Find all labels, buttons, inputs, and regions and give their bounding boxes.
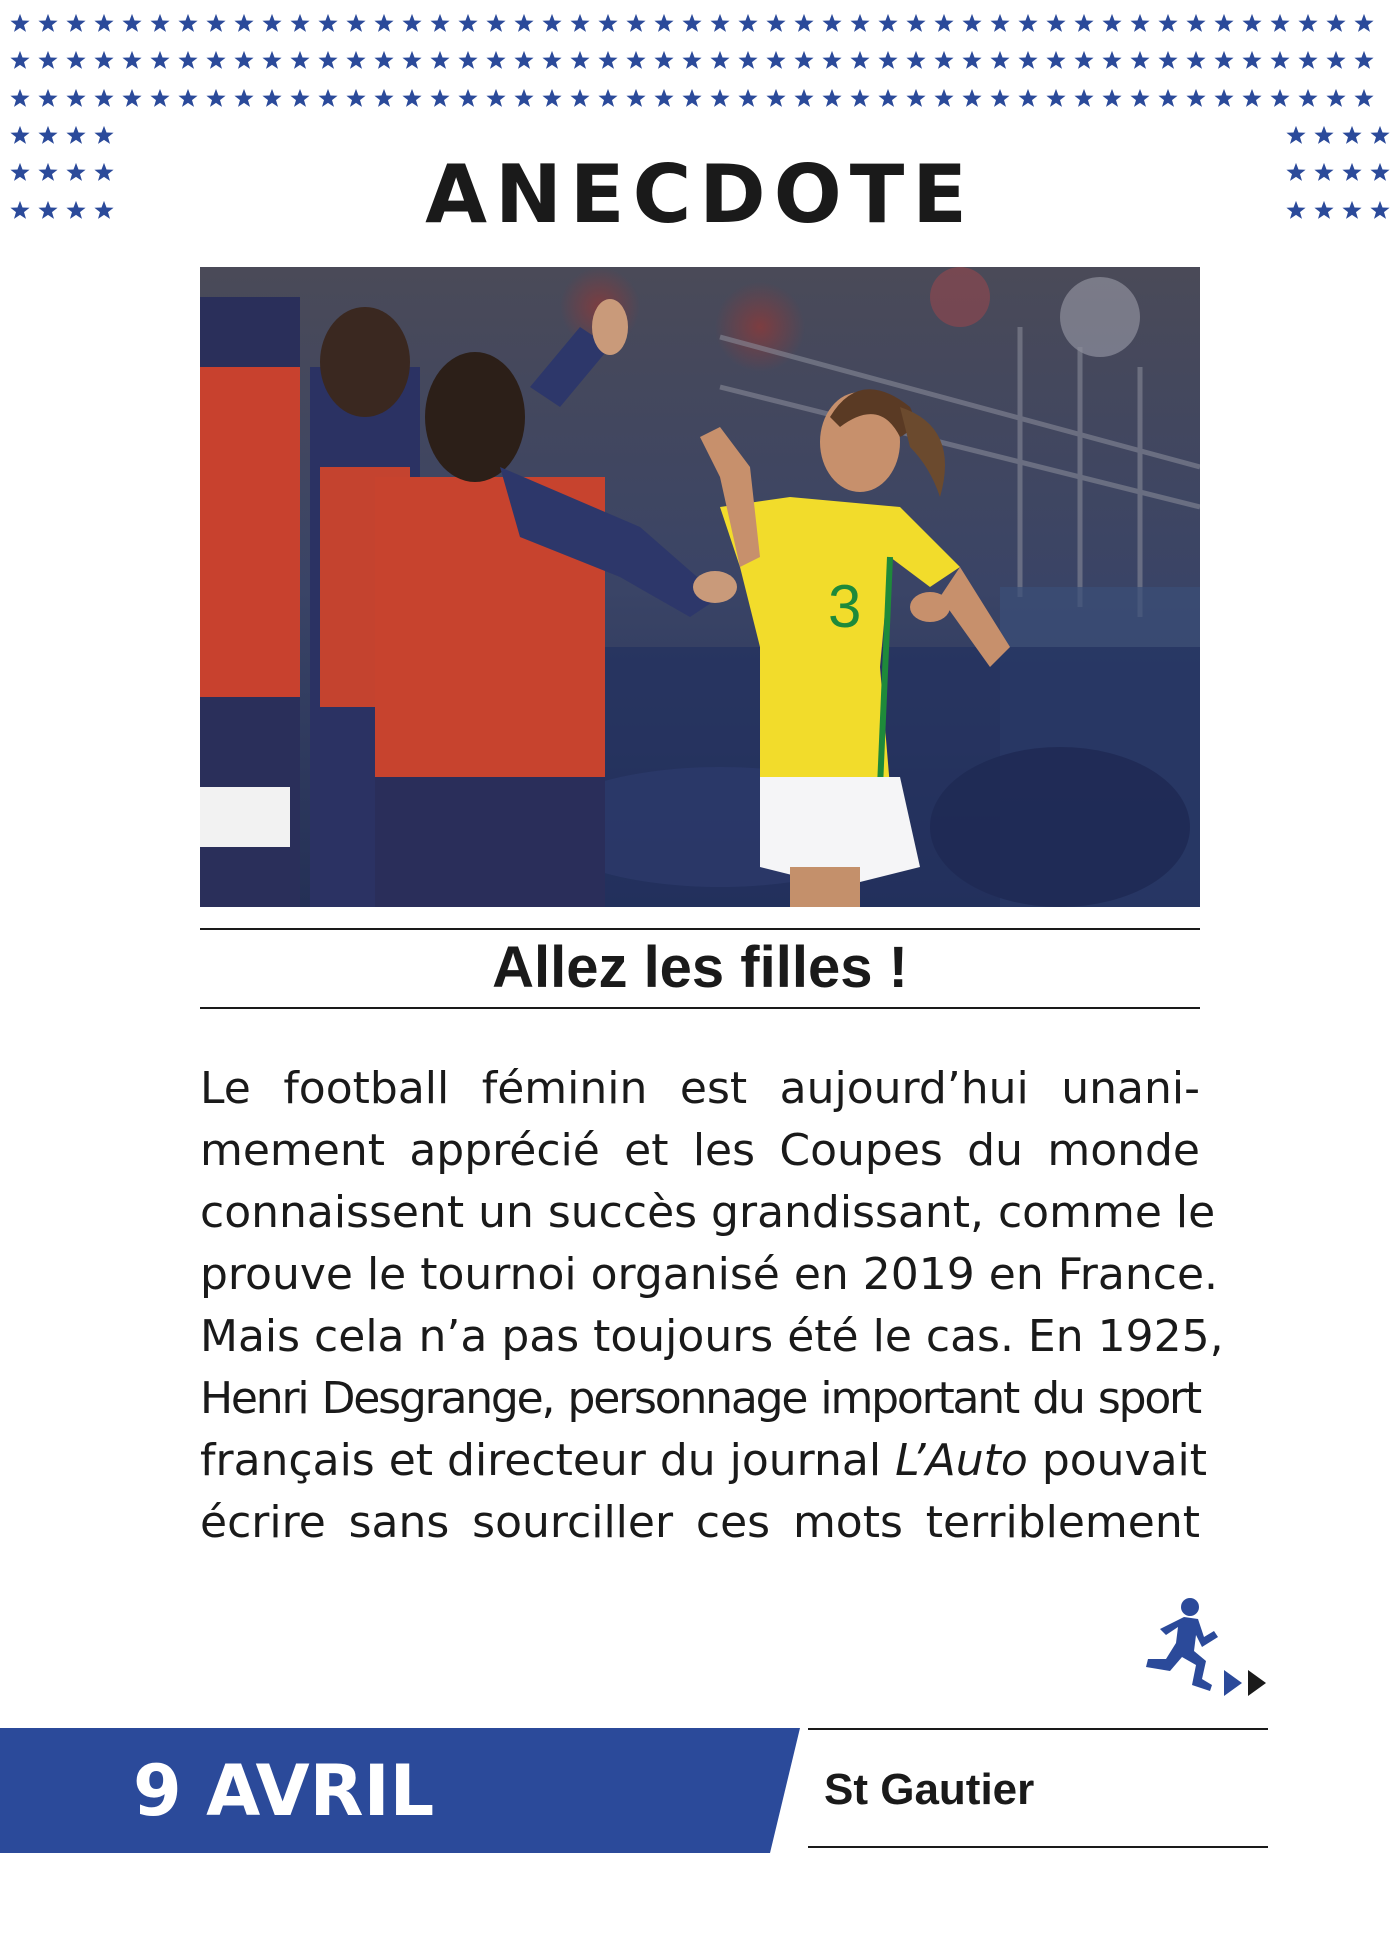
star-icon xyxy=(34,42,62,80)
star-icon xyxy=(510,79,538,117)
star-icon xyxy=(1350,4,1378,42)
svg-text:3: 3 xyxy=(828,573,862,640)
star-icon xyxy=(146,4,174,42)
star-icon xyxy=(230,79,258,117)
star-icon xyxy=(146,79,174,117)
star-icon xyxy=(874,79,902,117)
star-icon xyxy=(286,42,314,80)
article-line-start: français et directeur du journal xyxy=(200,1435,896,1486)
saint-name: St Gautier xyxy=(824,1765,1035,1814)
star-icon xyxy=(454,79,482,117)
star-icon xyxy=(202,4,230,42)
star-icon xyxy=(874,42,902,80)
star-icon xyxy=(370,42,398,80)
star-icon xyxy=(342,79,370,117)
star-icon xyxy=(34,4,62,42)
star-icon xyxy=(370,4,398,42)
saint-rule-top xyxy=(808,1728,1268,1730)
article-line: prouve le tournoi organisé en 2019 en France. xyxy=(200,1249,1218,1300)
star-icon xyxy=(314,79,342,117)
star-icon xyxy=(650,79,678,117)
star-icon xyxy=(1266,79,1294,117)
star-icon xyxy=(90,42,118,80)
star-icon xyxy=(1126,79,1154,117)
star-icon xyxy=(1322,79,1350,117)
star-icon xyxy=(118,79,146,117)
article-line: connaissent un succès grandissant, comme le xyxy=(200,1187,1216,1238)
star-icon xyxy=(6,4,34,42)
star-icon xyxy=(874,4,902,42)
star-icon xyxy=(230,4,258,42)
star-icon xyxy=(678,79,706,117)
star-icon xyxy=(258,79,286,117)
star-icon xyxy=(1154,79,1182,117)
star-icon xyxy=(958,42,986,80)
star-icon xyxy=(1238,42,1266,80)
star-icon xyxy=(6,79,34,117)
article-line: Le football féminin est aujourd’hui unani- xyxy=(200,1063,1200,1114)
star-icon xyxy=(706,4,734,42)
star-icon xyxy=(314,4,342,42)
article-line xyxy=(200,1430,1208,1492)
article-body xyxy=(200,1058,1224,1554)
star-icon xyxy=(1294,4,1322,42)
star-icon xyxy=(566,42,594,80)
star-icon xyxy=(1014,42,1042,80)
star-icon xyxy=(650,4,678,42)
star-icon xyxy=(762,4,790,42)
star-icon xyxy=(930,42,958,80)
star-icon xyxy=(286,79,314,117)
page-heading: ANECDOTE xyxy=(425,148,975,241)
running-footballer-icon xyxy=(1140,1595,1220,1695)
star-icon xyxy=(1266,4,1294,42)
star-icon xyxy=(1154,4,1182,42)
star-icon xyxy=(1238,4,1266,42)
star-icon xyxy=(566,79,594,117)
star-icon xyxy=(734,79,762,117)
star-icon xyxy=(1294,79,1322,117)
article-line: écrire sans sourciller ces mots terriblement xyxy=(200,1497,1200,1548)
saint-rule-bottom xyxy=(808,1846,1268,1848)
star-icon xyxy=(734,42,762,80)
star-icon xyxy=(1210,79,1238,117)
star-icon xyxy=(818,42,846,80)
article-line: Mais cela n’a pas toujours été le cas. En 1925, xyxy=(200,1311,1224,1362)
star-icon xyxy=(1182,4,1210,42)
star-icon xyxy=(622,79,650,117)
star-icon xyxy=(1322,4,1350,42)
star-icon xyxy=(818,4,846,42)
star-icon xyxy=(1266,42,1294,80)
star-icon xyxy=(230,42,258,80)
star-icon xyxy=(370,79,398,117)
star-icon xyxy=(1294,42,1322,80)
star-icon xyxy=(790,42,818,80)
double-arrow-right-icon[interactable] xyxy=(1222,1666,1272,1700)
star-icon xyxy=(482,42,510,80)
star-icon xyxy=(1070,4,1098,42)
star-icon xyxy=(258,4,286,42)
star-icon xyxy=(958,79,986,117)
star-icon xyxy=(902,42,930,80)
star-icon xyxy=(314,42,342,80)
star-icon xyxy=(846,79,874,117)
star-icon xyxy=(1238,79,1266,117)
article-line: Henri Desgrange, personnage important du sport xyxy=(200,1373,1200,1424)
star-icon xyxy=(34,79,62,117)
title-rule-bottom xyxy=(200,1007,1200,1009)
star-icon xyxy=(1014,79,1042,117)
star-icon xyxy=(482,79,510,117)
star-icon xyxy=(1070,79,1098,117)
star-icon xyxy=(594,79,622,117)
star-icon xyxy=(454,4,482,42)
star-icon xyxy=(986,79,1014,117)
star-icon xyxy=(930,4,958,42)
star-icon xyxy=(342,4,370,42)
star-icon xyxy=(706,42,734,80)
star-icon xyxy=(398,4,426,42)
star-icon xyxy=(1042,4,1070,42)
star-icon xyxy=(510,42,538,80)
star-icon xyxy=(538,42,566,80)
star-icon xyxy=(846,4,874,42)
date-label: 9 AVRIL xyxy=(133,1750,435,1832)
star-icon xyxy=(1350,42,1378,80)
star-icon xyxy=(902,4,930,42)
star-icon xyxy=(1014,4,1042,42)
article-line: mement apprécié et les Coupes du monde xyxy=(200,1125,1200,1176)
star-icon xyxy=(90,4,118,42)
article-title: Allez les filles ! xyxy=(492,935,908,1000)
star-icon xyxy=(762,79,790,117)
star-icon xyxy=(202,42,230,80)
star-icon xyxy=(62,4,90,42)
star-icon xyxy=(902,79,930,117)
star-icon xyxy=(174,42,202,80)
star-icon xyxy=(1070,42,1098,80)
star-icon xyxy=(818,79,846,117)
star-icon xyxy=(482,4,510,42)
star-icon xyxy=(1182,79,1210,117)
football-celebration-photo xyxy=(200,267,1200,907)
star-icon xyxy=(930,79,958,117)
star-icon xyxy=(174,4,202,42)
star-icon xyxy=(762,42,790,80)
star-icon xyxy=(1098,79,1126,117)
star-icon xyxy=(846,42,874,80)
star-icon xyxy=(958,4,986,42)
star-icon xyxy=(1098,42,1126,80)
star-icon xyxy=(258,42,286,80)
star-icon xyxy=(398,79,426,117)
star-icon xyxy=(1126,42,1154,80)
star-icon xyxy=(566,4,594,42)
star-icon xyxy=(398,42,426,80)
star-icon xyxy=(62,42,90,80)
star-icon xyxy=(118,4,146,42)
star-icon xyxy=(790,4,818,42)
star-icon xyxy=(62,79,90,117)
star-icon xyxy=(510,4,538,42)
star-icon xyxy=(594,4,622,42)
star-icon xyxy=(538,4,566,42)
star-icon xyxy=(426,4,454,42)
star-icon xyxy=(594,42,622,80)
star-icon xyxy=(174,79,202,117)
star-icon xyxy=(1350,79,1378,117)
newspaper-name: L’Auto xyxy=(895,1435,1028,1486)
star-icon xyxy=(118,42,146,80)
article-line-end: pouvait xyxy=(1027,1435,1208,1486)
star-icon xyxy=(622,42,650,80)
star-icon xyxy=(202,79,230,117)
star-icon xyxy=(90,79,118,117)
star-icon xyxy=(146,42,174,80)
star-icon xyxy=(678,42,706,80)
star-icon xyxy=(678,4,706,42)
star-icon xyxy=(734,4,762,42)
star-icon xyxy=(650,42,678,80)
star-icon xyxy=(342,42,370,80)
star-icon xyxy=(1098,4,1126,42)
star-icon xyxy=(1042,79,1070,117)
star-icon xyxy=(1210,4,1238,42)
star-icon xyxy=(1322,42,1350,80)
star-icon xyxy=(1042,42,1070,80)
star-icon xyxy=(426,42,454,80)
star-icon xyxy=(454,42,482,80)
star-icon xyxy=(6,42,34,80)
star-icon xyxy=(986,4,1014,42)
star-icon xyxy=(538,79,566,117)
star-icon xyxy=(1210,42,1238,80)
star-border-top xyxy=(6,4,1378,117)
star-icon xyxy=(1182,42,1210,80)
star-icon xyxy=(1154,42,1182,80)
star-icon xyxy=(706,79,734,117)
star-icon xyxy=(286,4,314,42)
star-icon xyxy=(426,79,454,117)
star-icon xyxy=(1126,4,1154,42)
star-icon xyxy=(622,4,650,42)
star-icon xyxy=(790,79,818,117)
star-icon xyxy=(986,42,1014,80)
